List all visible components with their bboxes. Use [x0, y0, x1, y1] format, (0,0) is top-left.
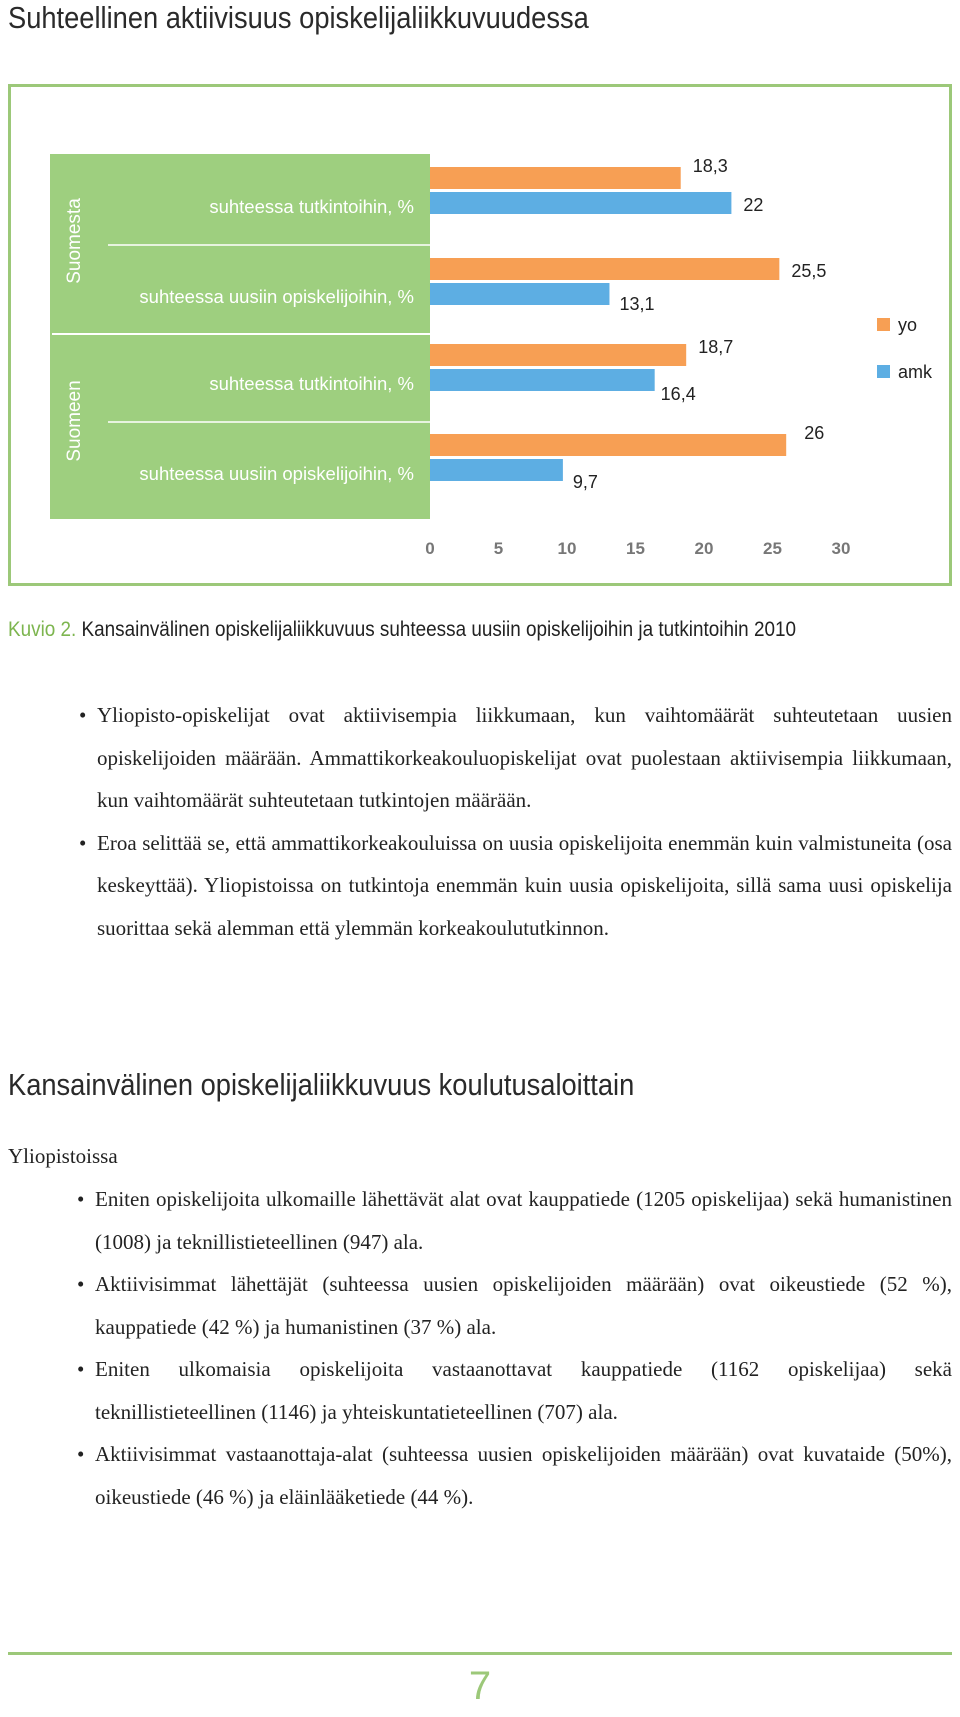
- section-title: Kansainvälinen opiskelijaliikkuvuus koulutusaloittain: [8, 1067, 635, 1102]
- data-label: 22: [743, 195, 764, 215]
- list-item: • Aktiivisimmat vastaanottaja-alat (suhteessa uusien opiskelijoiden määrään) ovat kuvataide (50%), oikeustiede (46 %) ja eläinlääketiede (44 %).: [95, 1433, 952, 1518]
- x-tick-label: 0: [425, 539, 435, 558]
- bar-yo: [430, 344, 686, 366]
- legend-label-amk: amk: [898, 362, 933, 382]
- group-label: Suomeen: [64, 380, 85, 462]
- data-label: 16,4: [660, 384, 696, 404]
- data-label: 18,7: [698, 337, 734, 357]
- page-number: 7: [468, 1664, 492, 1708]
- legend-swatch-amk: [877, 365, 890, 378]
- x-tick-label: 20: [694, 539, 714, 558]
- data-label: 26: [804, 423, 825, 443]
- x-tick-label: 15: [626, 539, 645, 558]
- list-item: • Eniten ulkomaisia opiskelijoita vastaanottavat kauppatiede (1162 opiskelijaa) sekä teknillistieteellinen (1146) ja yhteiskuntatieteellinen (707) ala.: [95, 1348, 952, 1433]
- section-subtitle: Yliopistoissa: [8, 1144, 118, 1168]
- bar-yo: [430, 167, 681, 189]
- category-label: suhteessa tutkintoihin, %: [209, 196, 414, 217]
- bar-amk: [430, 283, 609, 305]
- bullet-list-2: [95, 1178, 952, 1518]
- bar-amk: [430, 369, 655, 391]
- category-label: suhteessa tutkintoihin, %: [209, 373, 414, 394]
- data-label: 9,7: [572, 472, 598, 492]
- legend-label-yo: yo: [898, 315, 918, 335]
- bar-chart: [11, 87, 949, 583]
- x-tick-label: 5: [493, 539, 504, 558]
- footer-rule: [8, 1652, 952, 1655]
- list-item: • Eniten opiskelijoita ulkomaille lähettävät alat ovat kauppatiede (1205 opiskelijaa) sekä humanistinen (1008) ja teknillistieteellinen (947) ala.: [95, 1178, 952, 1263]
- data-label: 25,5: [791, 261, 827, 281]
- page-title: Suhteellinen aktiivisuus opiskelijaliikkuvuudessa: [8, 0, 589, 35]
- x-tick-label: 30: [831, 539, 851, 558]
- x-tick-label: 25: [763, 539, 782, 558]
- category-label: suhteessa uusiin opiskelijoihin, %: [139, 463, 414, 484]
- figure-caption: [8, 618, 796, 642]
- chart-frame: [8, 84, 952, 586]
- data-label: 13,1: [619, 294, 655, 314]
- figure-caption-label: Kuvio 2.: [8, 618, 77, 641]
- figure-caption-text: Kansainvälinen opiskelijaliikkuvuus suhteessa uusiin opiskelijoihin ja tutkintoihin 2010: [76, 618, 796, 641]
- bar-yo: [430, 434, 786, 456]
- x-tick-label: 10: [557, 539, 577, 558]
- category-label: suhteessa uusiin opiskelijoihin, %: [139, 286, 414, 307]
- list-item: • Yliopisto-opiskelijat ovat aktiivisempia liikkumaan, kun vaihtomäärät suhteutetaan uusien opiskelijoiden määrään. Ammattikorkeakouluopiskelijat ovat puolestaan aktiivisempia liikkumaan, kun vaihtomäärät suhteutetaan tutkintojen määrään.: [97, 694, 952, 822]
- bar-amk: [430, 192, 731, 214]
- group-label: Suomesta: [64, 198, 85, 284]
- bar-amk: [430, 459, 563, 481]
- list-item: • Eroa selittää se, että ammattikorkeakouluissa on uusia opiskelijoita enemmän kuin valmistuneita (osa keskeyttää). Yliopistoissa on tutkintoja enemmän kuin uusia opiskelijoita, sillä sama uusi opiskelija suorittaa sekä alemman että ylemmän korkeakoulututkinnon.: [97, 822, 952, 950]
- data-label: 18,3: [692, 156, 728, 176]
- bar-yo: [430, 258, 779, 280]
- list-item: • Aktiivisimmat lähettäjät (suhteessa uusien opiskelijoiden määrään) ovat oikeustiede (52 %), kauppatiede (42 %) ja humanistinen (37 %) ala.: [95, 1263, 952, 1348]
- legend-swatch-yo: [877, 318, 890, 331]
- bullet-list-1: [97, 694, 952, 949]
